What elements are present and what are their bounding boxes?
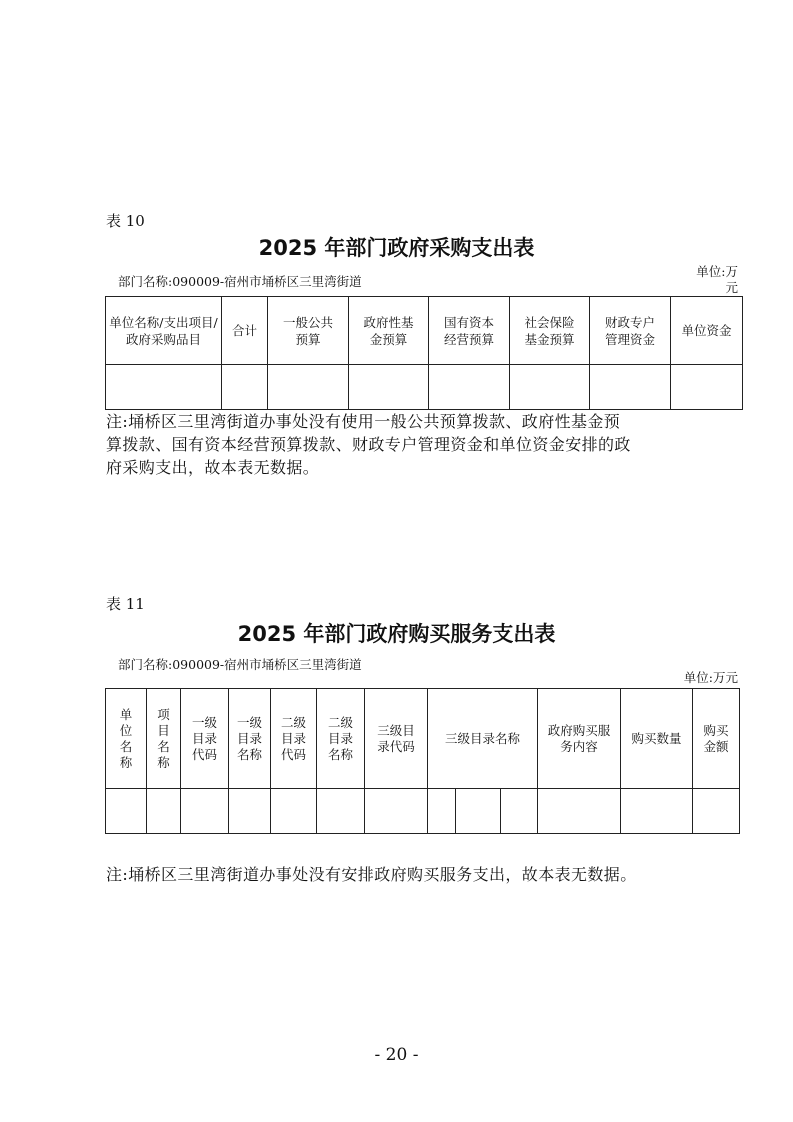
table-cell: [510, 365, 590, 410]
table-cell: [621, 789, 693, 834]
table-cell: [693, 789, 740, 834]
service-purchase-table: [105, 688, 740, 834]
table11-header-cell: [317, 689, 365, 789]
table11-header-cell: [271, 689, 317, 789]
table-cell: [456, 789, 501, 834]
table10-label: 表 10: [106, 212, 145, 230]
table10-unit-line2: 元: [725, 280, 738, 295]
table10-header-cell: [429, 297, 510, 365]
table-cell: [365, 789, 428, 834]
table10-header-text: 社会保险基金预算: [524, 314, 575, 347]
table11-dept-name: 部门名称:090009-宿州市埇桥区三里湾街道: [118, 657, 362, 672]
table10-header-cell: 合计: [222, 297, 268, 365]
table10-header-text: 一般公共预算: [282, 314, 333, 347]
table10-unit-line1: 单位:万: [696, 264, 738, 279]
table-cell: [268, 365, 349, 410]
table11-header-cell: [538, 689, 621, 789]
table10-header-cell: [268, 297, 349, 365]
table10-header-text: 国有资本经营预算: [443, 314, 494, 347]
table11-header-text: 项目名称: [157, 706, 170, 770]
table-cell: [671, 365, 743, 410]
table11-header-cell: [229, 689, 271, 789]
table11-header-cell: [106, 689, 147, 789]
table10-empty-row: [106, 365, 743, 410]
table11-header-cell: 购买数量: [621, 689, 693, 789]
table10-note-line: 府采购支出，故本表无数据。: [106, 458, 320, 477]
table-cell: [106, 789, 147, 834]
table10-note: [106, 410, 746, 479]
table10-unit: [660, 264, 738, 296]
table10-header-row: [106, 297, 743, 365]
table11-unit: 单位:万元: [683, 670, 738, 685]
table10-header-cell: [349, 297, 429, 365]
table-cell: [590, 365, 671, 410]
table10-header-cell: [510, 297, 590, 365]
table-cell: [429, 365, 510, 410]
table11-header-cell: [693, 689, 740, 789]
table10-header-text: 财政专户管理资金: [604, 314, 655, 347]
table11-note: 注:埇桥区三里湾街道办事处没有安排政府购买服务支出，故本表无数据。: [106, 865, 637, 884]
table-cell: [147, 789, 181, 834]
table-cell: [271, 789, 317, 834]
table10-header-cell: 单位资金: [671, 297, 743, 365]
table11-empty-row: [106, 789, 740, 834]
table11-title: 2025 年部门政府购买服务支出表: [237, 622, 556, 646]
procurement-table: [105, 296, 743, 410]
table10-header-text: 政府性基金预算: [363, 314, 414, 347]
table11-header-row: [106, 689, 740, 789]
table10-note-line: 算拨款、国有资本经营预算拨款、财政专户管理资金和单位资金安排的政: [106, 435, 631, 454]
table-cell: [222, 365, 268, 410]
table-cell: [501, 789, 538, 834]
table10-dept-name: 部门名称:090009-宿州市埇桥区三里湾街道: [118, 274, 362, 289]
table11-header-cell: [147, 689, 181, 789]
table11-header-text: 购买金额: [703, 722, 729, 754]
table10-header-cell: 单位名称/支出项目/政府采购品目: [106, 297, 222, 365]
table11-header-cell: [181, 689, 229, 789]
table11-header-cell: 三级目录名称: [428, 689, 538, 789]
table-cell: [428, 789, 456, 834]
table11-header-text: 二级目录名称: [327, 714, 353, 762]
table-cell: [349, 365, 429, 410]
table11-label: 表 11: [106, 595, 145, 613]
table-cell: [229, 789, 271, 834]
table11-header-cell: [365, 689, 428, 789]
table-cell: [106, 365, 222, 410]
table11-header-text: 一级目录名称: [236, 714, 262, 762]
table11-header-text: 政府购买服务内容: [547, 722, 611, 754]
page-number: - 20 -: [374, 1045, 419, 1065]
table10-header-cell: [590, 297, 671, 365]
table11-header-text: 单位名称: [119, 706, 133, 770]
table10-title: 2025 年部门政府采购支出表: [258, 236, 535, 260]
table11-header-text: 一级目录代码: [191, 714, 217, 762]
table-cell: [317, 789, 365, 834]
table11-header-text: 三级目录代码: [377, 722, 415, 754]
table10-note-line: 注:埇桥区三里湾街道办事处没有使用一般公共预算拨款、政府性基金预: [106, 412, 621, 431]
table11-header-text: 二级目录代码: [280, 714, 306, 762]
table-cell: [538, 789, 621, 834]
table-cell: [181, 789, 229, 834]
